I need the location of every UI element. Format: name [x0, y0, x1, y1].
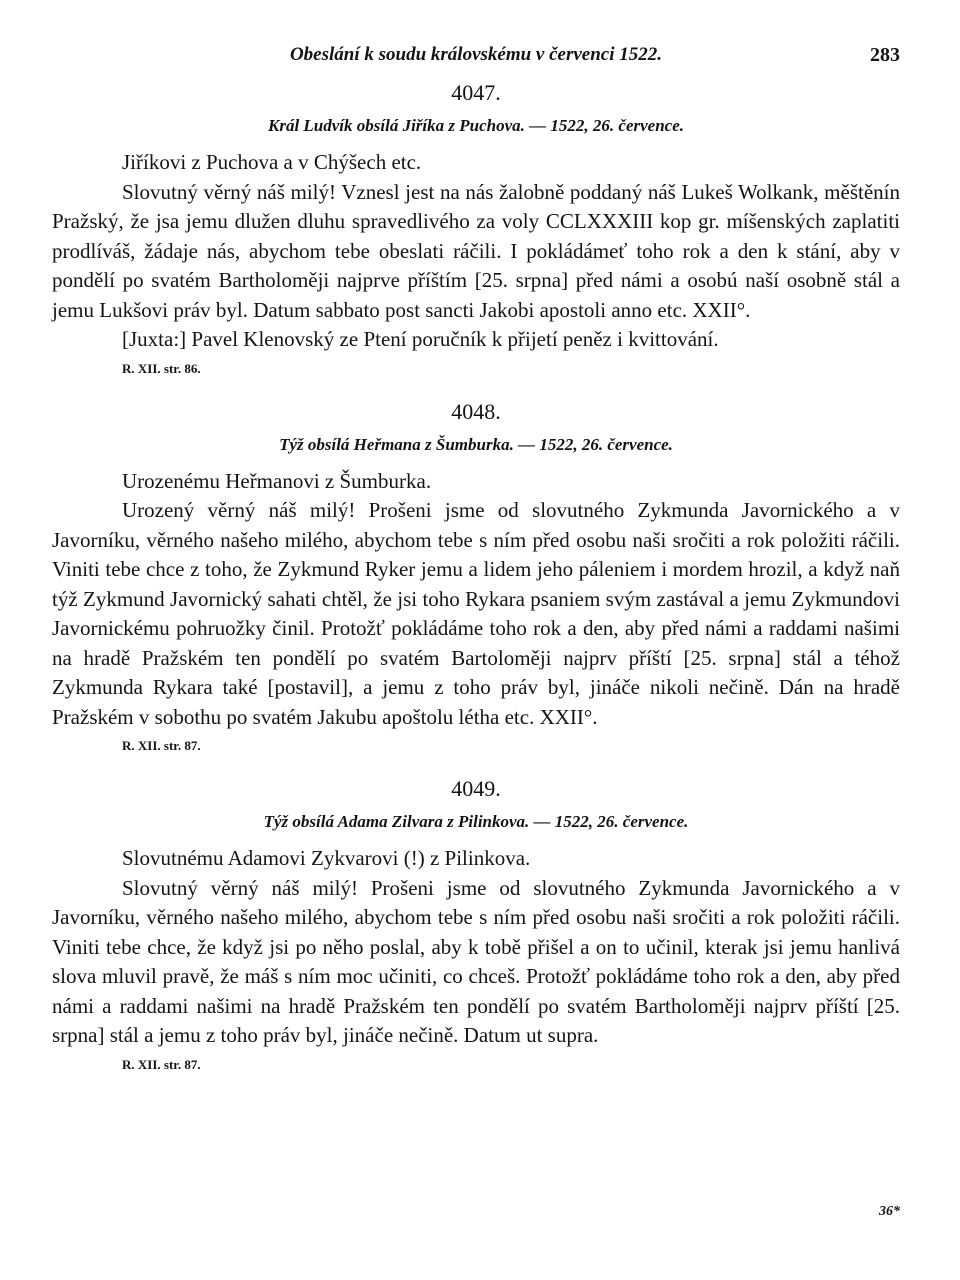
entry-paragraph: [Juxta:] Pavel Klenovský ze Ptení poručník k přijetí peněz i kvittování.	[122, 327, 719, 351]
entry-number: 4047.	[451, 80, 501, 105]
source-reference: R. XII. str. 87.	[122, 738, 201, 753]
entry-paragraph: Urozený věrný náš milý! Prošeni jsme od slovutného Zykmunda Javornického a v Javorníku, věrného našeho milého, abychom tebe s ním před osobu naši sročiti a rok položiti ráčili. Viniti tebe chce z toho, že Zykmund Ryker jemu a lidem jeho páleniem i mordem hrozil, a když naň týž Zykmund Javornický sahati chtěl, že jsi toho Rykara psaniem svým zastával a jemu Zykmundovi Javornickému pohruožky činil. Protožť pokládáme toho rok a den, aby před námi a raddami našimi na hradě Pražském ten pondělí po svatém Bartoloměji najprv příští [25. srpna] stál a téhož Zykmunda Rykara také [postavil], a jemu z toho práv byl, jináče nikoli nečině. Dán na hradě Pražském v sobothu po svatém Jakubu apoštolu létha etc. XXII°.	[52, 498, 900, 729]
running-head	[52, 40, 900, 78]
signature-mark: 36*	[879, 1204, 900, 1219]
entry-paragraph: Slovutný věrný náš milý! Vznesl jest na nás žalobně poddaný náš Lukeš Wolkank, měštěnín Pražský, že jsa jemu dlužen dluhu spravedlivého za voly CCLXXXIII kop gr. míšenských zaplatiti prodlíváš, žádaje nás, abychom tebe obeslati ráčili. I pokládámeť toho rok a den k stání, aby v pondělí po svatém Bartholoměji najprve příštím [25. srpna] před námi a osobú naší osobně stál a jemu Lukšovi práv byl. Datum sabbato post sancti Jakobi apostoli anno etc. XXII°.	[52, 179, 900, 322]
entry-number: 4049.	[451, 776, 501, 801]
entry-paragraph: Slovutný věrný náš milý! Prošeni jsme od slovutného Zykmunda Javornického a v Javorníku, věrného našeho milého, abychom tebe s ním před osobu naši sročiti a rok položiti ráčili. Viniti tebe chce, že když jsi po něho poslal, aby k tobě přišel a on to učinil, kterak jsi jemu hanlivá slova mluvil pravě, že máš s ním moc učiniti, co chceš. Protožť pokládáme toho rok a den, aby před námi a raddami našimi na hradě Pražském ten pondělí po svatém Bartholoměji najprv příští [25. srpna] stál a jemu z toho práv byl, jináče nečině. Datum ut supra.	[52, 875, 900, 1047]
entry-number: 4048.	[451, 398, 501, 424]
document-page	[52, 40, 900, 1075]
source-reference: R. XII. str. 87.	[122, 1056, 201, 1072]
running-title: Obeslání k soudu královskému v červenci 1522.	[289, 44, 663, 65]
entry-4047	[52, 78, 900, 379]
entry-4049	[52, 774, 900, 1075]
entry-heading: Týž obsílá Adama Zilvara z Pilinkova. — 1522, 26. července.	[263, 812, 689, 831]
entry-address: Jiříkovi z Puchova a v Chýšech etc.	[122, 150, 422, 174]
entry-heading: Týž obsílá Heřmana z Šumburka. — 1522, 26. července.	[279, 434, 673, 454]
page-number: 283	[870, 44, 900, 66]
source-reference: R. XII. str. 86.	[122, 360, 201, 376]
entry-address: Slovutnému Adamovi Zykvarovi (!) z Pilinkova.	[122, 846, 531, 870]
entry-4048	[52, 397, 900, 757]
entry-heading: Král Ludvík obsílá Jiříka z Puchova. — 1522, 26. července.	[267, 116, 684, 135]
entry-address: Urozenému Heřmanovi z Šumburka.	[122, 468, 432, 493]
